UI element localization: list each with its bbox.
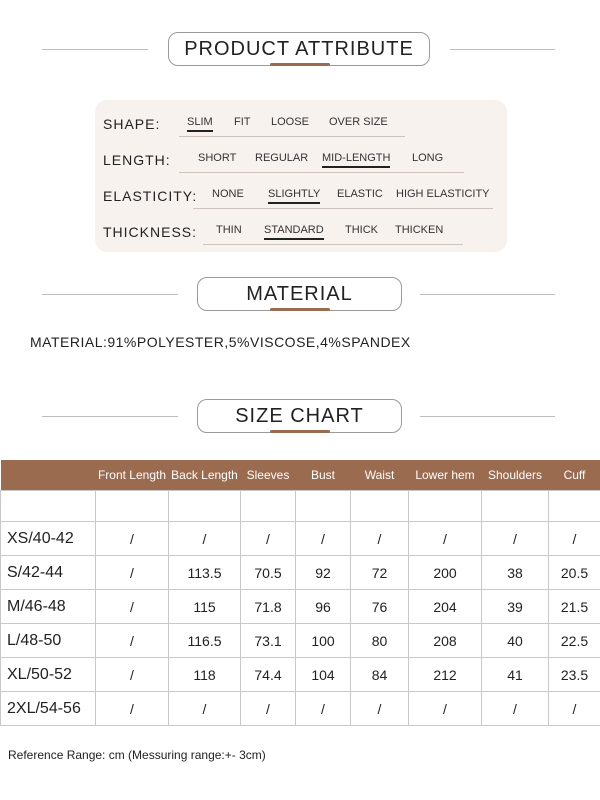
attribute-underline xyxy=(179,136,405,137)
measurement-cell: 23.5 xyxy=(549,658,600,692)
measurement-cell: / xyxy=(409,692,482,726)
measurement-cell: 204 xyxy=(409,590,482,624)
measurement-cell: / xyxy=(241,692,296,726)
measurement-cell: 22.5 xyxy=(549,624,600,658)
attribute-option: THICKEN xyxy=(395,224,444,236)
measurement-cell: 40 xyxy=(482,624,549,658)
table-row xyxy=(1,692,600,726)
attribute-row-length xyxy=(103,146,503,176)
table-row xyxy=(1,556,600,590)
measurement-cell: 200 xyxy=(409,556,482,590)
column-header: Front Length xyxy=(96,460,169,491)
column-header: Shoulders xyxy=(482,460,549,491)
measurement-cell: 96 xyxy=(296,590,351,624)
attribute-row-shape xyxy=(103,110,503,140)
measurement-cell: / xyxy=(296,692,351,726)
size-chart-header xyxy=(0,397,600,437)
measurement-cell: / xyxy=(96,590,169,624)
header-divider-right xyxy=(450,49,555,50)
measurement-cell: / xyxy=(351,522,409,556)
measurement-cell: 70.5 xyxy=(241,556,296,590)
size-label-cell: M/46-48 xyxy=(1,590,96,624)
measurement-cell: / xyxy=(482,692,549,726)
column-header: Back Length xyxy=(169,460,241,491)
table-row xyxy=(1,658,600,692)
header-divider-right xyxy=(420,294,555,295)
measurement-cell: 115 xyxy=(169,590,241,624)
size-label-cell: S/42-44 xyxy=(1,556,96,590)
attribute-option: LOOSE xyxy=(271,116,309,128)
size-label-cell: 2XL/54-56 xyxy=(1,692,96,726)
measurement-cell: / xyxy=(409,522,482,556)
material-header xyxy=(0,275,600,315)
header-divider-left xyxy=(42,416,178,417)
measurement-cell: / xyxy=(96,556,169,590)
measurement-cell: 113.5 xyxy=(169,556,241,590)
measurement-cell: 212 xyxy=(409,658,482,692)
measurement-cell: / xyxy=(482,522,549,556)
material-title: MATERIAL xyxy=(197,277,402,311)
measurement-cell: 73.1 xyxy=(241,624,296,658)
attribute-underline xyxy=(203,244,463,245)
measurement-cell: / xyxy=(549,522,600,556)
table-header-row xyxy=(1,460,600,491)
attribute-option: SHORT xyxy=(198,152,237,164)
measurement-cell: / xyxy=(96,624,169,658)
measurement-cell: 84 xyxy=(351,658,409,692)
measurement-cell: / xyxy=(96,522,169,556)
column-header: Bust xyxy=(296,460,351,491)
measurement-cell: 100 xyxy=(296,624,351,658)
measurement-cell: 71.8 xyxy=(241,590,296,624)
attribute-underline xyxy=(179,172,464,173)
measurement-cell: / xyxy=(351,692,409,726)
column-header: Lower hem xyxy=(409,460,482,491)
table-row xyxy=(1,522,600,556)
attribute-option: FIT xyxy=(234,116,251,128)
size-label-cell: XL/50-52 xyxy=(1,658,96,692)
size-label-cell: L/48-50 xyxy=(1,624,96,658)
column-header: Cuff xyxy=(549,460,600,491)
measurement-cell: 80 xyxy=(351,624,409,658)
attribute-option: ELASTIC xyxy=(337,188,383,200)
attribute-panel xyxy=(95,100,507,252)
measurement-cell: 41 xyxy=(482,658,549,692)
size-chart-title: SIZE CHART xyxy=(197,399,402,433)
column-header xyxy=(1,460,96,491)
measurement-cell: / xyxy=(549,692,600,726)
measurement-cell: 72 xyxy=(351,556,409,590)
measurement-cell: 104 xyxy=(296,658,351,692)
attribute-underline xyxy=(193,208,493,209)
header-accent xyxy=(270,63,330,66)
attribute-option: SLIM xyxy=(187,116,213,128)
attribute-option: NONE xyxy=(212,188,244,200)
attribute-option: HIGH ELASTICITY xyxy=(396,188,490,200)
attribute-label: SHAPE: xyxy=(103,116,161,132)
measurement-cell: / xyxy=(241,522,296,556)
measurement-cell: 76 xyxy=(351,590,409,624)
measurement-cell: 38 xyxy=(482,556,549,590)
header-accent xyxy=(270,430,330,433)
material-composition: MATERIAL:91%POLYESTER,5%VISCOSE,4%SPANDEX xyxy=(30,334,411,350)
measurement-cell: 74.4 xyxy=(241,658,296,692)
table-row xyxy=(1,590,600,624)
measurement-cell: 118 xyxy=(169,658,241,692)
attribute-option: REGULAR xyxy=(255,152,309,164)
attribute-option: STANDARD xyxy=(264,224,324,236)
table-row xyxy=(1,624,600,658)
measurement-cell: 208 xyxy=(409,624,482,658)
header-divider-left xyxy=(42,49,148,50)
header-divider-right xyxy=(420,416,555,417)
measurement-cell: / xyxy=(296,522,351,556)
measurement-cell: 20.5 xyxy=(549,556,600,590)
size-label-cell: XS/40-42 xyxy=(1,522,96,556)
reference-range-note: Reference Range: cm (Messuring range:+- 3cm) xyxy=(8,748,266,762)
table-spacer-row xyxy=(1,491,600,522)
column-header: Waist xyxy=(351,460,409,491)
measurement-cell: 39 xyxy=(482,590,549,624)
attribute-label: THICKNESS: xyxy=(103,224,198,240)
size-chart-table xyxy=(0,460,600,726)
product-attribute-title: PRODUCT ATTRIBUTE xyxy=(168,32,430,66)
measurement-cell: 21.5 xyxy=(549,590,600,624)
attribute-option: LONG xyxy=(412,152,444,164)
attribute-option: MID-LENGTH xyxy=(322,152,391,164)
measurement-cell: / xyxy=(169,692,241,726)
attribute-label: ELASTICITY: xyxy=(103,188,198,204)
measurement-cell: / xyxy=(169,522,241,556)
attribute-row-thickness xyxy=(103,218,503,248)
header-accent xyxy=(270,308,330,311)
header-divider-left xyxy=(42,294,178,295)
measurement-cell: / xyxy=(96,692,169,726)
attribute-option: SLIGHTLY xyxy=(268,188,321,200)
measurement-cell: / xyxy=(96,658,169,692)
attribute-label: LENGTH: xyxy=(103,152,171,168)
attribute-option: OVER SIZE xyxy=(329,116,388,128)
attribute-row-elasticity xyxy=(103,182,503,212)
attribute-option: THIN xyxy=(216,224,242,236)
product-attribute-header xyxy=(0,30,600,70)
measurement-cell: 116.5 xyxy=(169,624,241,658)
column-header: Sleeves xyxy=(241,460,296,491)
measurement-cell: 92 xyxy=(296,556,351,590)
attribute-option: THICK xyxy=(345,224,378,236)
